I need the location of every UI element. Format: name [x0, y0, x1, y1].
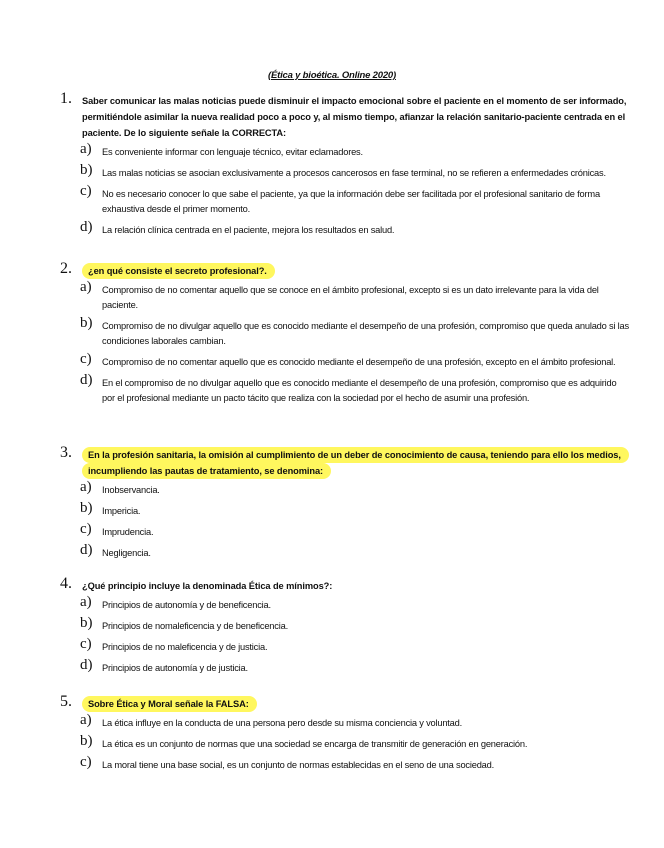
option-1c [80, 183, 630, 217]
option-letter: c) [80, 521, 92, 537]
option-2a [80, 279, 630, 313]
option-text: Compromiso de no comentar aquello que es conocido mediante el desempeño de una profesión, excepto en el ámbito profesional. [102, 357, 616, 367]
option-text: La ética es un conjunto de normas que una sociedad se encarga de transmitir de generación en generación. [102, 739, 528, 749]
option-letter: a) [80, 279, 92, 295]
option-text: En el compromiso de no divulgar aquello que es conocido mediante el desempeño de una profesión, compromiso que es adquirido por el profesional mediante un pacto tácito que realiza con la sociedad por el hecho de asumir una profesión. [102, 378, 617, 403]
option-letter: b) [80, 162, 93, 178]
question-text: Saber comunicar las malas noticias puede disminuir el impacto emocional sobre el paciente en el momento de ser informado, permitiéndole asimilar la nueva realidad poco a poco y, al mismo tiempo, afianzar la relación sanitario-paciente centrada en el paciente. De lo siguiente señale la CORRECTA: [82, 96, 627, 138]
question-2 [60, 260, 630, 412]
option-text: Compromiso de no comentar aquello que se conoce en el ámbito profesional, excepto si es un dato irrelevante para la vida del paciente. [102, 285, 599, 310]
option-1b [80, 162, 630, 181]
option-letter: a) [80, 479, 92, 495]
option-3b [80, 500, 630, 519]
question-4 [60, 575, 630, 682]
question-text: ¿Qué principio incluye la denominada Ética de mínimos?: [82, 581, 333, 591]
question-number: 1. [60, 90, 72, 107]
option-letter: c) [80, 754, 92, 770]
highlighted-question-text: Sobre Ética y Moral señale la FALSA: [82, 696, 257, 712]
option-4d [80, 657, 630, 676]
option-letter: b) [80, 500, 93, 516]
option-4b [80, 615, 630, 634]
option-5a [80, 712, 630, 731]
document-title: (Ética y bioética. Online 2020) [268, 70, 396, 81]
option-text: La relación clínica centrada en el paciente, mejora los resultados en salud. [102, 225, 395, 235]
option-text: Principios de autonomía y de beneficencia. [102, 600, 271, 610]
option-2d [80, 372, 630, 406]
option-5b [80, 733, 630, 752]
highlighted-question-text: ¿en qué consiste el secreto profesional?. [82, 263, 275, 279]
option-text: Principios de no maleficencia y de justicia. [102, 642, 268, 652]
option-letter: b) [80, 733, 93, 749]
option-text: La moral tiene una base social, es un conjunto de normas establecidas en el seno de una sociedad. [102, 760, 495, 770]
option-text: Las malas noticias se asocian exclusivamente a procesos cancerosos en fase terminal, no se refieren a enfermedades crónicas. [102, 168, 606, 178]
option-text: Principios de nomaleficencia y de beneficencia. [102, 621, 288, 631]
option-letter: d) [80, 657, 93, 673]
option-text: Imprudencia. [102, 527, 154, 537]
option-3d [80, 542, 630, 561]
option-letter: b) [80, 615, 93, 631]
option-1a [80, 141, 630, 160]
option-letter: c) [80, 636, 92, 652]
question-number: 2. [60, 260, 72, 277]
option-2c [80, 351, 630, 370]
question-3 [60, 444, 630, 567]
question-1 [60, 90, 630, 244]
option-text: Inobservancia. [102, 485, 160, 495]
question-number: 5. [60, 693, 72, 710]
question-5 [60, 693, 630, 779]
option-letter: a) [80, 712, 92, 728]
option-4c [80, 636, 630, 655]
option-3c [80, 521, 630, 540]
option-4a [80, 594, 630, 613]
option-1d [80, 219, 630, 238]
option-2b [80, 315, 630, 349]
option-letter: d) [80, 219, 93, 235]
option-text: No es necesario conocer lo que sabe el paciente, ya que la información debe ser facilitada por el profesional sanitario de forma exhaustiva desde el primer momento. [102, 189, 600, 214]
option-text: Principios de autonomía y de justicia. [102, 663, 248, 673]
question-number: 4. [60, 575, 72, 592]
option-text: Negligencia. [102, 548, 151, 558]
option-text: Impericia. [102, 506, 141, 516]
option-letter: b) [80, 315, 93, 331]
option-text: Es conveniente informar con lenguaje técnico, evitar eclamadores. [102, 147, 363, 157]
option-letter: d) [80, 542, 93, 558]
question-number: 3. [60, 444, 72, 461]
option-letter: c) [80, 183, 92, 199]
option-text: La ética influye en la conducta de una persona pero desde su misma conciencia y voluntad. [102, 718, 462, 728]
option-letter: a) [80, 594, 92, 610]
option-letter: d) [80, 372, 93, 388]
option-letter: c) [80, 351, 92, 367]
option-text: Compromiso de no divulgar aquello que es conocido mediante el desempeño de una profesión, compromiso que queda anulado si las condiciones laborales cambian. [102, 321, 629, 346]
highlighted-question-text: En la profesión sanitaria, la omisión al cumplimiento de un deber de conocimiento de causa, teniendo para ello los medios, incumpliendo las pautas de tratamiento, se denomina: [82, 447, 629, 479]
option-letter: a) [80, 141, 92, 157]
option-3a [80, 479, 630, 498]
option-5c [80, 754, 630, 773]
